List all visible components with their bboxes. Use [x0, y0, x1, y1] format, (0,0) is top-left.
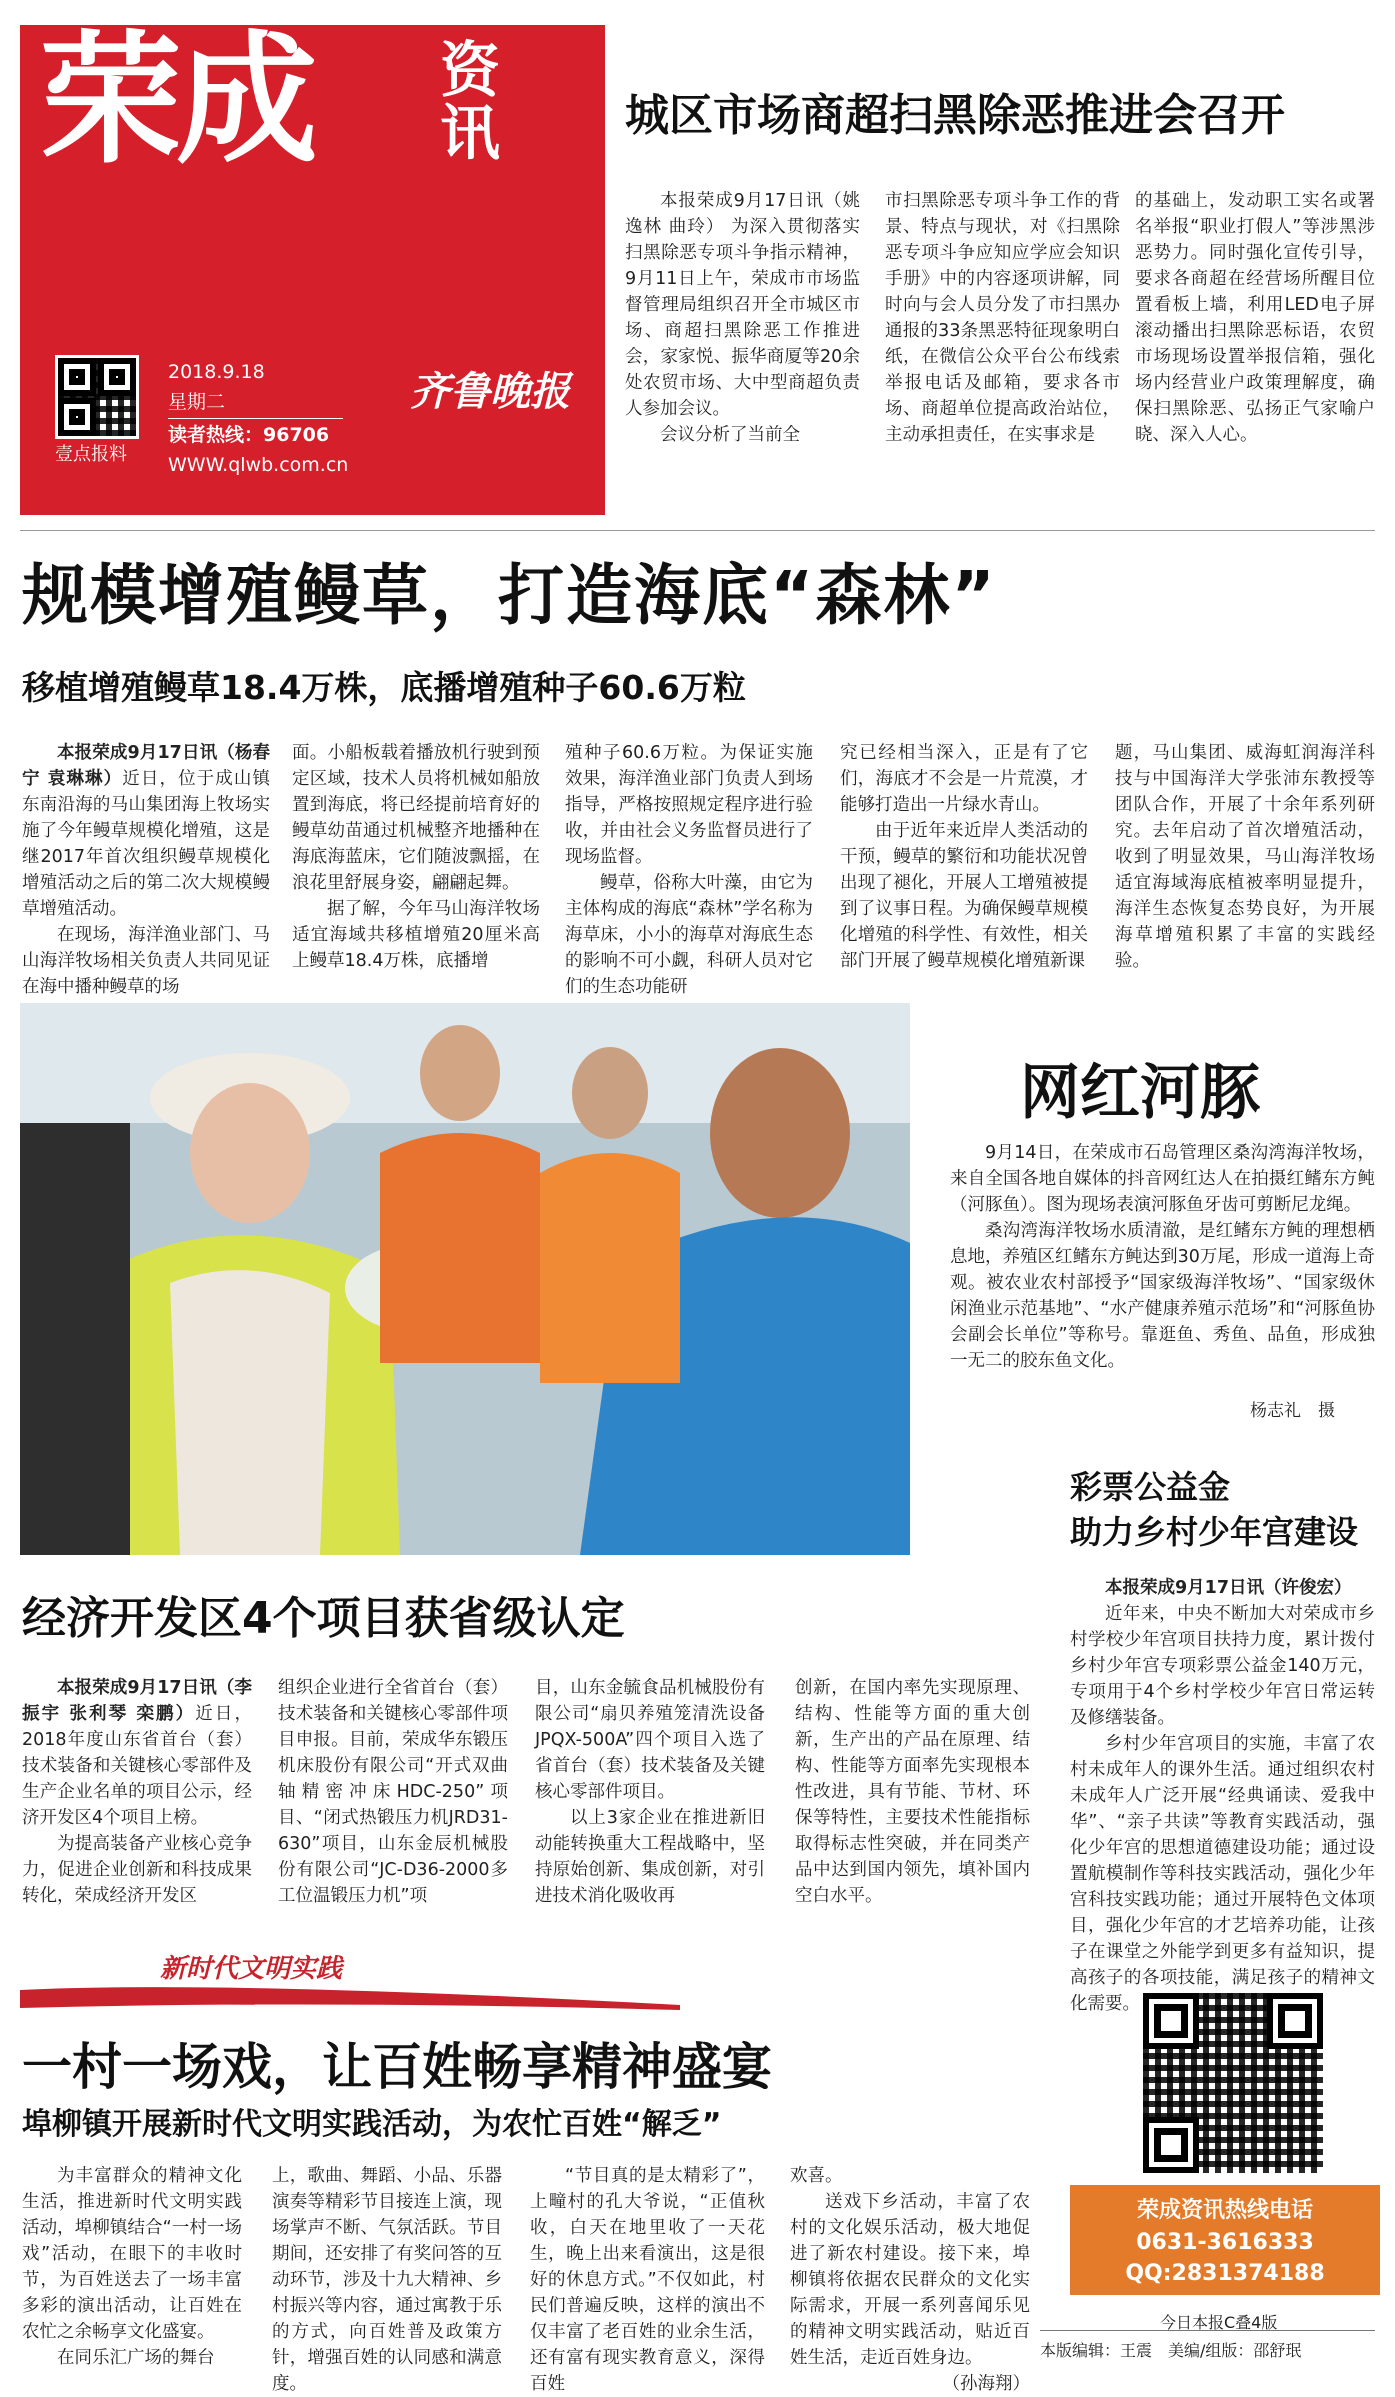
article5-headline: 经济开发区4个项目获省级认定: [22, 1593, 625, 1644]
article5-col2: 组织企业进行全省首台（套）技术装备和关键核心零部件项目申报。目前，荣成华东锻压机床股份有限公司“开式双曲轴精密冲床HDC-250”项目、“闭式热锻压力机JRD31-630”项目，山东金辰机械股份有限公司“JC-D36-2000多工位温锻压力机”项: [278, 1678, 508, 1906]
footer-editors: 本版编辑：王震 美编/组版：邵舒珉: [1040, 2341, 1302, 2360]
article2-col3: 殖种子60.6万粒。为保证实施效果，海洋渔业部门负责人到场指导，严格按照规定程序进行验收，并由社会义务监督员进行了现场监督。 鳗草，俗称大叶藻，由它为主体构成的海底“森林”学名称为海草床，小小的海草对海底生态的影响不可小觑，科研人员对它们的生态功能研: [565, 743, 813, 997]
brush-stroke-icon: [20, 1960, 680, 2010]
hotline-phone: 0631-3616333: [1136, 2230, 1314, 2255]
masthead-weekday: 星期二: [168, 391, 226, 413]
article5-col1: 本报荣成9月17日讯（李振宇 张利琴 栾鹏）近日，2018年度山东省首台（套）技术装备和关键核心零部件及生产企业名单的项目公示，经济开发区4个项目上榜。 为提高装备产业核心竞争力，促进企业创新和科技成果转化，荣成经济开发区: [22, 1678, 252, 1906]
article5-col4: 创新，在国内率先实现原理、结构、性能等方面的重大创新，生产出的产品在原理、结构、性能等方面率先实现根本性改进，具有节能、节材、环保等特性，主要技术性能指标取得标志性突破，并在同类产品中达到国内领先，填补国内空白水平。: [795, 1678, 1030, 1906]
section-banner: [20, 1960, 680, 2010]
masthead-subtitle: 资讯: [440, 36, 500, 169]
section-divider: [20, 530, 1375, 531]
article4-headline-line1: 彩票公益金: [1070, 1468, 1231, 1506]
masthead-title: 荣成: [40, 18, 312, 183]
qr-caption: 壹点报料: [55, 444, 127, 465]
article1-col2: 市扫黑除恶专项斗争工作的背景、特点与现状，对《扫黑除恶专项斗争应知应学应会知识手册》中的内容逐项讲解，同时向与会人员分发了市扫黑办通报的33条黑恶特征现象明白纸，在微信公众平台公布线索举报电话及邮箱，要求各市场、商超单位提高政治站位，主动承担责任，在实事求是: [885, 191, 1120, 445]
photo-illustration: [20, 1003, 910, 1555]
article2-col2: 面。小船板载着播放机行驶到预定区域，技术人员将机械如船放置到海底，将已经提前培育好的鳗草幼苗通过机械整齐地播种在海底海蓝床，它们随波飘摇，在浪花里舒展身姿，翩翩起舞。 据了解，今年马山海洋牧场适宜海域共移植增殖20厘米高上鳗草18.4万株，底播增: [292, 743, 540, 971]
article2-col4: 究已经相当深入，正是有了它们，海底才不会是一片荒漠，才能够打造出一片绿水青山。 由于近年来近岸人类活动的干预，鳗草的繁衍和功能状况曾出现了褪化，开展人工增殖被提到了议事日程。为确保鳗草规模化增殖的科学性、有效性，相关部门开展了鳗草规模化增殖新课: [840, 743, 1088, 971]
article2-col1: 本报荣成9月17日讯（杨春宁 袁琳琳）近日，位于成山镇东南沿海的马山集团海上牧场实施了今年鳗草规模化增殖，这是继2017年首次组织鳗草规模化增殖活动之后的第二次大规模鳗草增殖活动。 在现场，海洋渔业部门、马山海洋牧场相关负责人共同见证在海中播种鳗草的场: [22, 743, 271, 997]
newspaper-logo: 齐鲁晚报: [410, 368, 570, 415]
masthead-date: 2018.9.18: [168, 361, 265, 383]
article6-col4: 欢喜。 送戏下乡活动，丰富了农村的文化娱乐活动，极大地促进了新农村建设。接下来，埠柳镇将依据农民群众的文化实际需求，开展一系列喜闻乐见的精神文明实践活动，贴近百姓生活，走近百姓身边。 （孙海翔）: [790, 2166, 1030, 2394]
qr-code-icon: [55, 355, 139, 439]
reader-hotline: 读者热线：96706: [168, 424, 330, 446]
hotline-title: 荣成资讯热线电话: [1136, 2198, 1313, 2223]
article4-body: 本报荣成9月17日讯（许俊宏） 近年来，中央不断加大对荣成市乡村学校少年宫项目扶持力度，累计拨付乡村少年宫专项彩票公益金140万元，专项用于4个乡村学校少年宫日常运转及修缮装备。 乡村少年宫项目的实施，丰富了农村未成年人的课外生活。通过组织农村未成年人广泛开展“经典诵读、爱我中华”、“亲子共读”等教育实践活动，强化少年宫的思想道德建设功能；通过设置航模制作等科技实践活动，强化少年宫科技实践功能；通过开展特色文体项目，强化少年宫的才艺培养功能，让孩子在课堂之外能学到更多有益知识，提高孩子的各项技能，满足孩子的精神文化需要。: [1070, 1578, 1375, 2014]
footer-today: 今日本报C叠4版: [1160, 2313, 1278, 2332]
article6-subhead: 埠柳镇开展新时代文明实践活动，为农忙百姓“解乏”: [22, 2107, 722, 2142]
pufferfish-photo: [20, 1003, 910, 1555]
website-link[interactable]: WWW.qlwb.com.cn: [168, 454, 349, 476]
article6-headline: 一村一场戏，让百姓畅享精神盛宴: [22, 2038, 772, 2096]
article1-col3: 的基础上，发动职工实名或署名举报“职业打假人”等涉黑涉恶势力。同时强化宣传引导，要求各商超在经营场所醒目位置看板上墙，利用LED电子屏滚动播出扫黑除恶标语，农贸市场现场设置举报信箱，强化场内经营业户政策理解度，确保扫黑除恶、弘扬正气家喻户晓、深入人心。: [1135, 191, 1375, 445]
hotline-qq: QQ:2831374188: [1125, 2261, 1325, 2286]
article2-subhead: 移植增殖鳗草18.4万株，底播增殖种子60.6万粒: [22, 668, 746, 707]
qr-code-large-icon: [1140, 1990, 1326, 2176]
article1-headline: 城区市场商超扫黑除恶推进会召开: [625, 90, 1285, 141]
article2-headline: 规模增殖鳗草，打造海底“森林”: [22, 557, 997, 634]
article1-col1: 本报荣成9月17日讯（姚逸林 曲玲） 为深入贯彻落实扫黑除恶专项斗争指示精神，9月11日上午，荣成市市场监督管理局组织召开全市城区市场、商超扫黑除恶工作推进会，家家悦、振华商厦等20余处农贸市场、大中型商超负责人参加会议。 会议分析了当前全: [625, 191, 860, 445]
article3-body: 9月14日，在荣成市石岛管理区桑沟湾海洋牧场，来自全国各地自媒体的抖音网红达人在拍摄红鳍东方鲀（河豚鱼）。图为现场表演河豚鱼牙齿可剪断尼龙绳。 桑沟湾海洋牧场水质清澈，是红鳍东方鲀的理想栖息地，养殖区红鳍东方鲀达到30万尾，形成一道海上奇观。被农业农村部授予“国家级海洋牧场”、“国家级休闲渔业示范基地”、“水产健康养殖示范场”和“河豚鱼协会副会长单位”等称号。靠逛鱼、秀鱼、品鱼，形成独一无二的胶东鱼文化。: [950, 1143, 1375, 1371]
hotline-box: [1070, 2185, 1380, 2295]
article3-headline: 网红河豚: [1020, 1058, 1260, 1128]
article5-col3: 目，山东金毓食品机械股份有限公司“扇贝养殖笼清洗设备JPQX-500A”四个项目入选了省首台（套）技术装备及关键核心零部件项目。 以上3家企业在推进新旧动能转换重大工程战略中，坚持原始创新、集成创新，对引进技术消化吸收再: [535, 1678, 765, 1906]
article2-col5: 题，马山集团、威海虹润海洋科技与中国海洋大学张沛东教授等团队合作，开展了十余年系列研究。去年启动了首次增殖活动，收到了明显效果，马山海洋牧场适宜海域海底植被率明显提升，海洋生态恢复态势良好，为开展海草增殖积累了丰富的实践经验。: [1115, 743, 1375, 971]
article6-col1: 为丰富群众的精神文化生活，推进新时代文明实践活动，埠柳镇结合“一村一场戏”活动，在眼下的丰收时节，为百姓送去了一场丰富多彩的演出活动，让百姓在农忙之余畅享文化盛宴。 在同乐汇广场的舞台: [22, 2166, 242, 2368]
article6-col2: 上，歌曲、舞蹈、小品、乐器演奏等精彩节目接连上演，现场掌声不断、气氛活跃。节目期间，还安排了有奖问答的互动环节，涉及十九大精神、乡村振兴等内容，通过寓教于乐的方式，向百姓普及政策方针，增强百姓的认同感和满意度。: [272, 2166, 502, 2394]
article4-headline-line2: 助力乡村少年宫建设: [1070, 1513, 1359, 1551]
photo-credit: 杨志礼 摄: [1250, 1401, 1335, 1421]
masthead-divider: [168, 418, 343, 419]
article6-col3: “节目真的是太精彩了”，上疃村的孔大爷说，“正值秋收，白天在地里收了一天花生，晚上出来看演出，这是很好的休息方式。”不仅如此，村民们普遍反映，这样的演出不仅丰富了老百姓的业余生活，还有富有现实教育意义，深得百姓: [530, 2166, 765, 2394]
section-banner-label: 新时代文明实践: [160, 1954, 343, 1984]
